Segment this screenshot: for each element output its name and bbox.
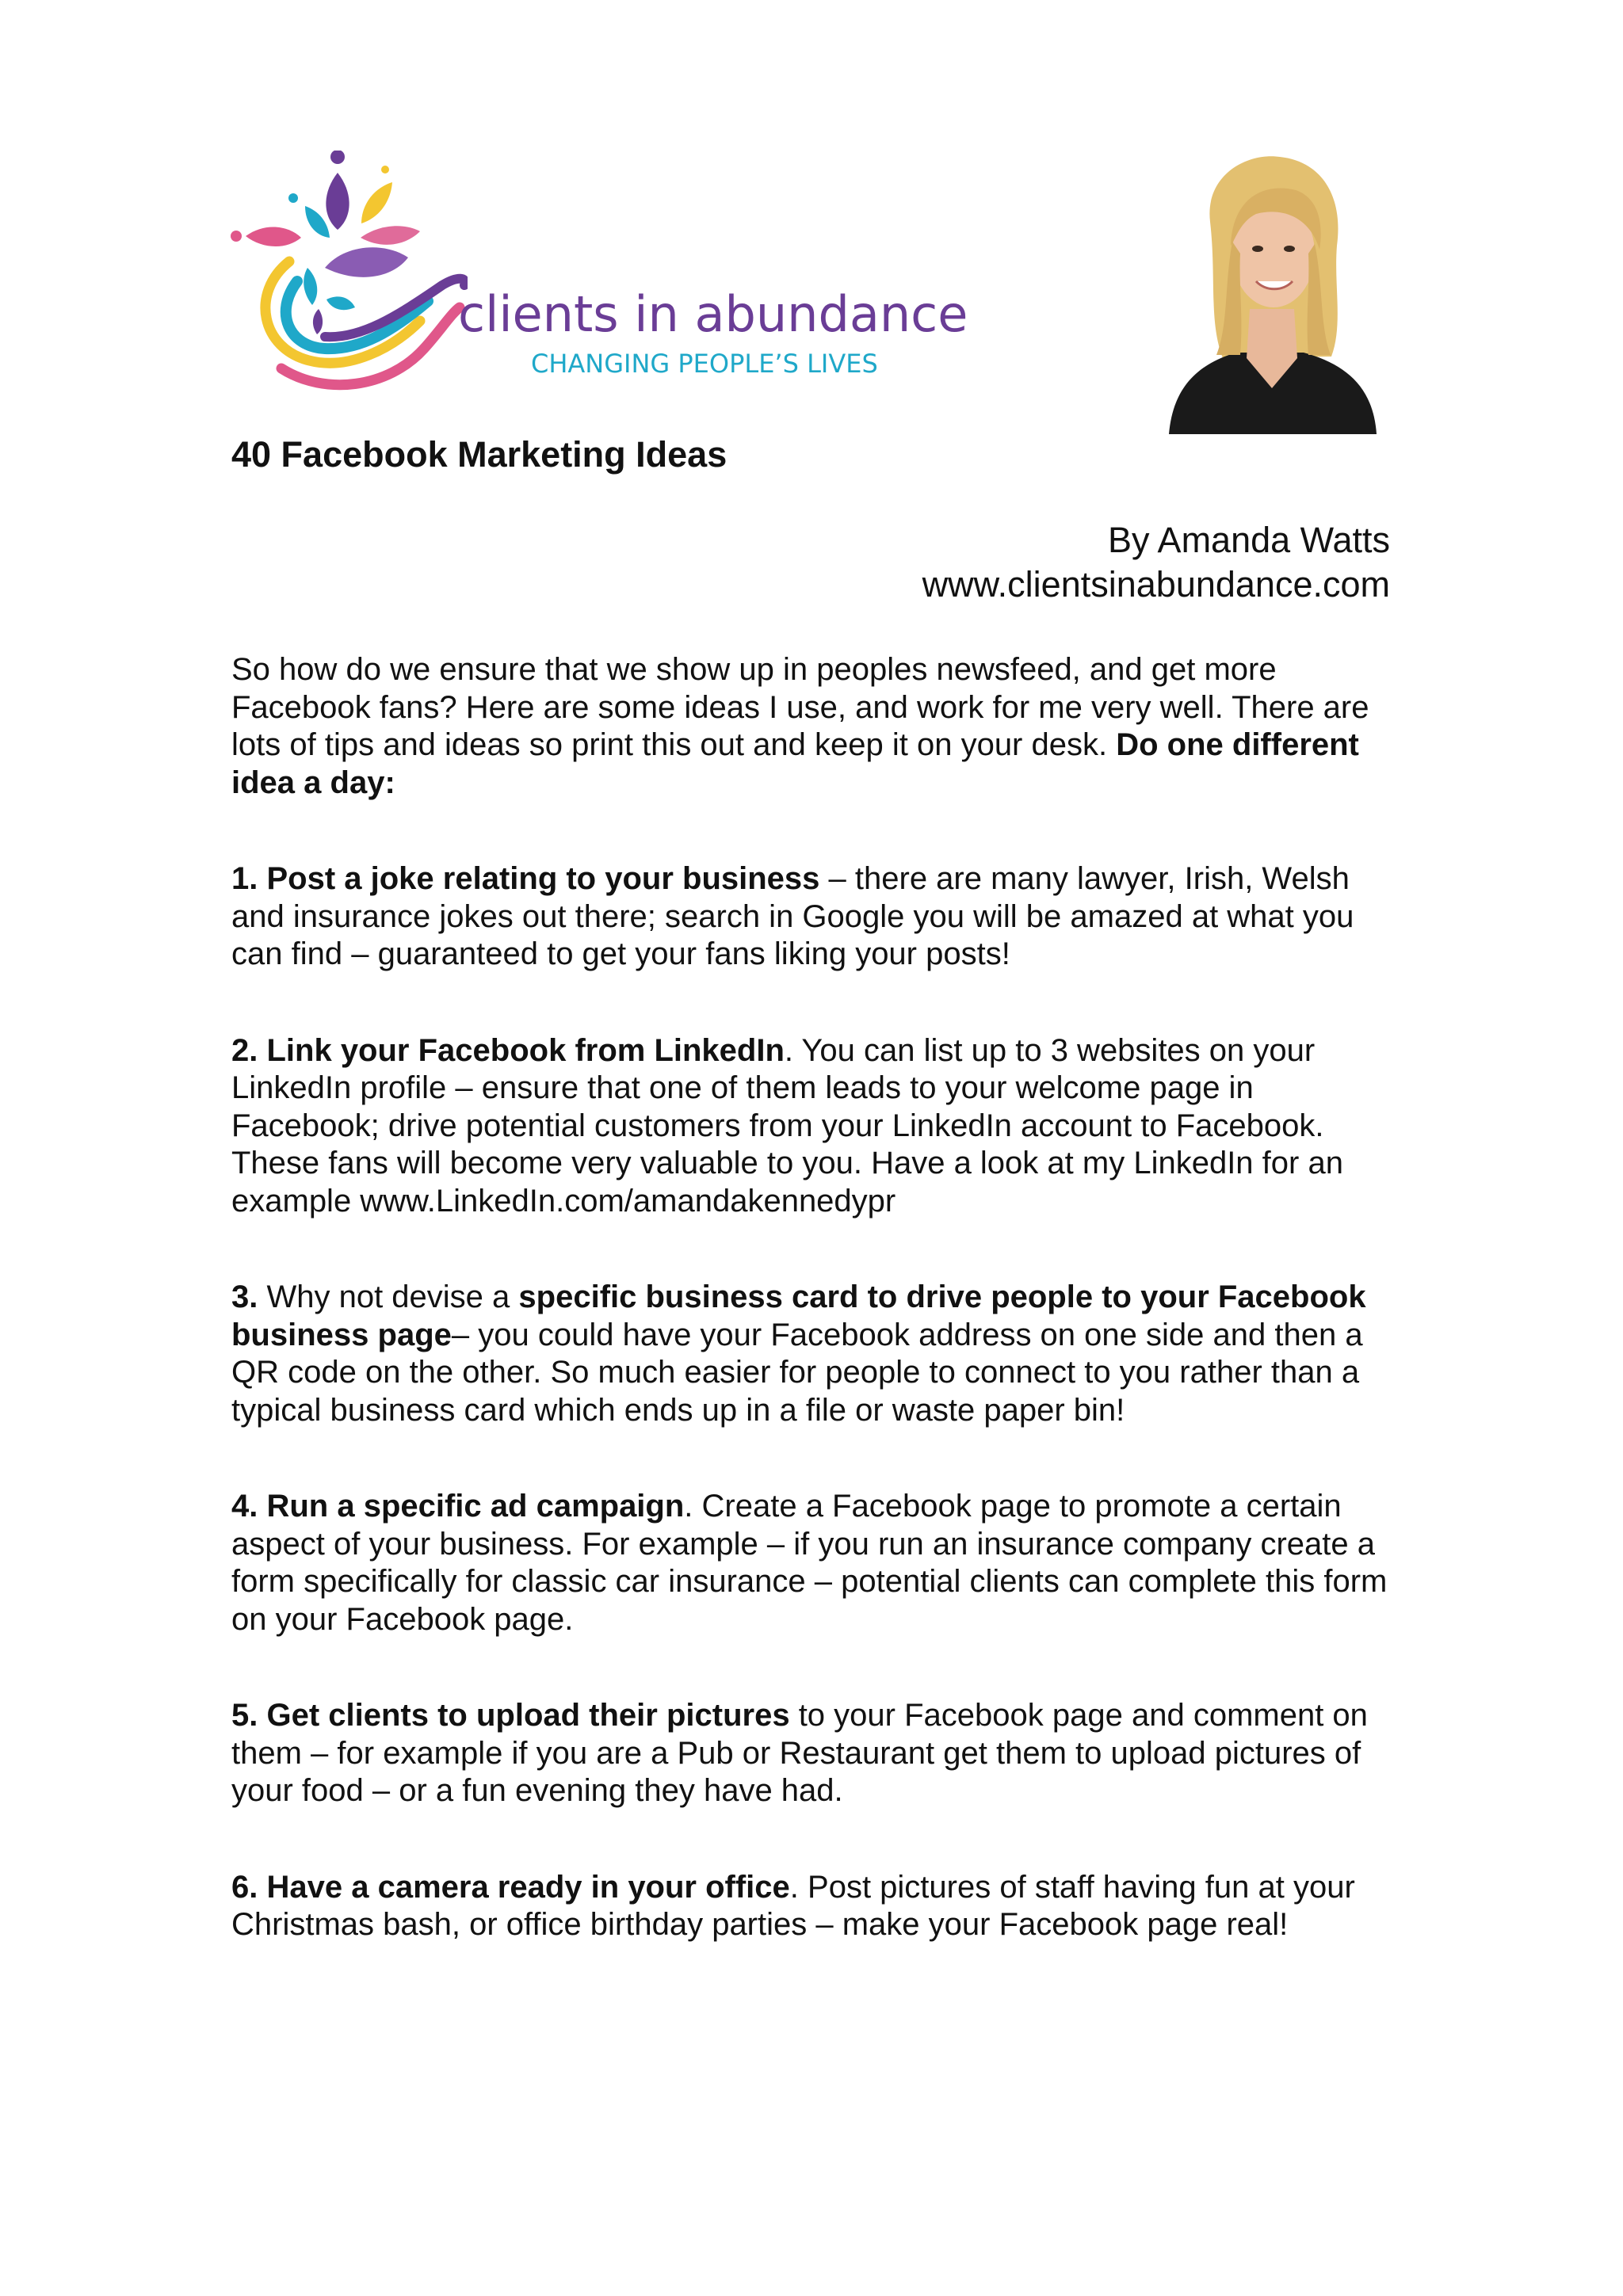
intro-text: So how do we ensure that we show up in peoples newsfeed, and get more Facebook fans? Here are some ideas I use, and work for me very well. There are lots of tips and ideas so print this out and keep it on your desk. xyxy=(231,652,1369,762)
idea-lead-text: Why not devise a xyxy=(258,1280,519,1314)
idea-item xyxy=(231,860,1404,974)
author-photo xyxy=(1161,151,1379,434)
website-link[interactable]: www.clientsinabundance.com xyxy=(922,564,1390,605)
author-name: By Amanda Watts xyxy=(1108,520,1390,560)
idea-item xyxy=(231,1869,1404,1944)
page-title: 40 Facebook Marketing Ideas xyxy=(231,434,727,475)
brand-tagline: CHANGING PEOPLE’S LIVES xyxy=(531,349,878,379)
idea-item xyxy=(231,1032,1404,1221)
idea-text: . Post pictures of staff having fun at your Christmas bash, or office birthday parties – make your Facebook page real! xyxy=(231,1869,1355,1942)
byline xyxy=(922,518,1390,607)
brand-name: clients in abundance xyxy=(458,285,968,343)
idea-heading: 2. Link your Facebook from LinkedIn xyxy=(231,1032,785,1068)
idea-item xyxy=(231,1488,1404,1638)
idea-heading: 1. Post a joke relating to your business xyxy=(231,861,820,896)
idea-heading: 6. Have a camera ready in your office xyxy=(231,1869,790,1905)
idea-text: . Create a Facebook page to promote a certain aspect of your business. For example – if you run an insurance company create a form specifically for classic car insurance – potential clients can complete this form on your Facebook page. xyxy=(231,1489,1388,1637)
intro-bold: Do one different idea a day: xyxy=(231,727,1359,800)
idea-text: . You can list up to 3 websites on your LinkedIn profile – ensure that one of them leads to your welcome page in Facebook; drive potential customers from your LinkedIn account to Facebook. These fans will become very valuable to you. Have a look at my LinkedIn for an example www.LinkedIn.com/amandakennedypr xyxy=(231,1032,1343,1219)
idea-number: 3. xyxy=(231,1280,258,1314)
idea-item xyxy=(231,1697,1404,1810)
flower-swirl-icon xyxy=(230,151,468,404)
idea-text: – there are many lawyer, Irish, Welsh and insurance jokes out there; search in Google you will be amazed at what you can find – guaranteed to get your fans liking your posts! xyxy=(231,861,1354,971)
intro-paragraph xyxy=(231,651,1404,802)
idea-text: to your Facebook page and comment on them – for example if you are a Pub or Restaurant get them to upload pictures of your food – or a fun evening they have had. xyxy=(231,1698,1368,1808)
idea-item xyxy=(231,1279,1404,1429)
idea-heading: 4. Run a specific ad campaign xyxy=(231,1489,685,1524)
idea-heading: specific business card to drive people to your Facebook business page xyxy=(231,1280,1366,1352)
idea-text: – you could have your Facebook address on one side and then a QR code on the other. So much easier for people to connect to you rather than a typical business card which ends up in a file or waste paper bin! xyxy=(231,1317,1363,1428)
idea-heading: 5. Get clients to upload their pictures xyxy=(231,1698,790,1733)
article-body xyxy=(231,651,1404,2003)
